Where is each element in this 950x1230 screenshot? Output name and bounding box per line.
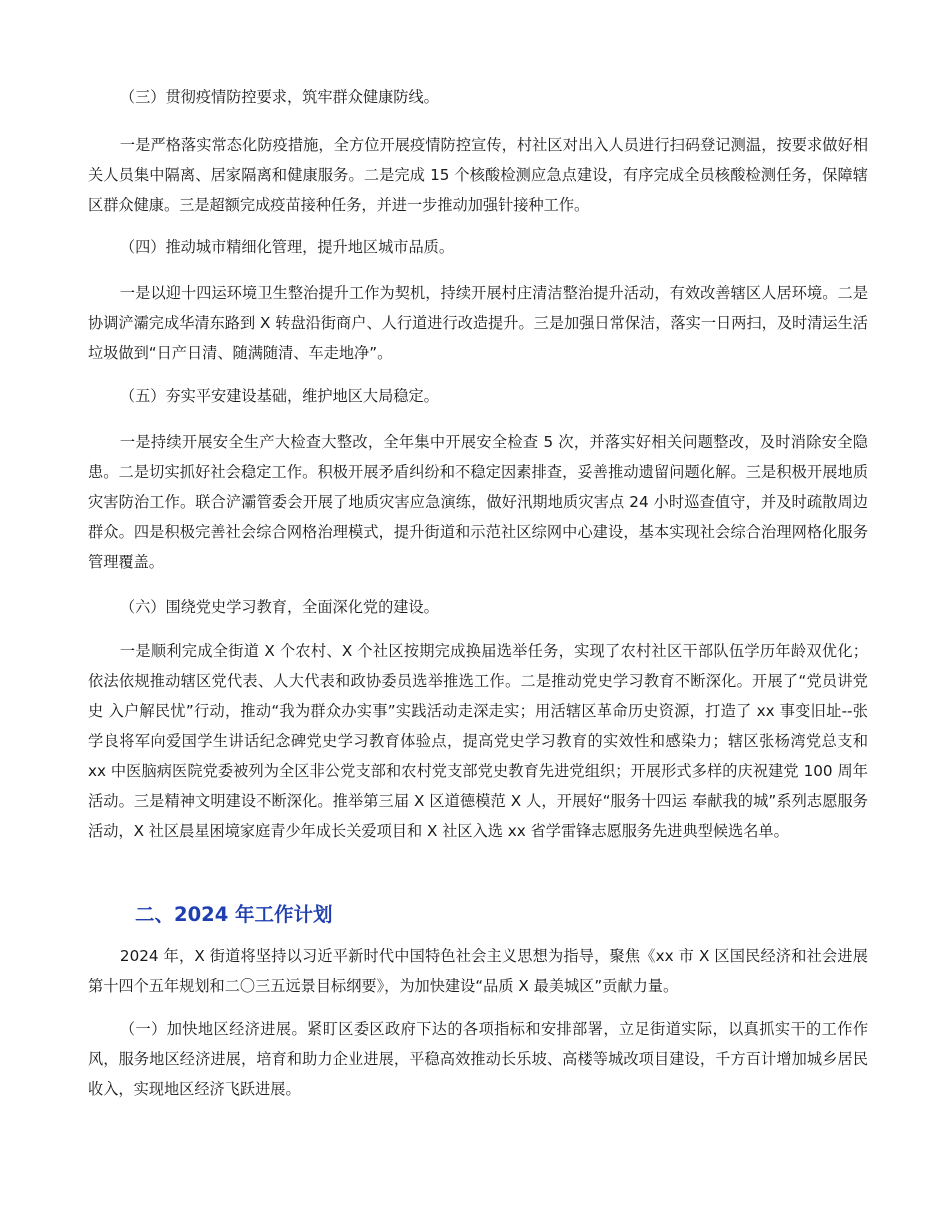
subsection-heading-4: （四）推动城市精细化管理，提升地区城市品质。 (119, 238, 455, 256)
section-heading-plan: 二、2024 年工作计划 (135, 903, 333, 926)
subsection-heading-5: （五）夯实平安建设基础，维护地区大局稳定。 (119, 387, 439, 405)
paragraph-plan-economy: （一）加快地区经济进展。紧盯区委区政府下达的各项指标和安排部署，立足街道实际，以真抓实干的工作作风，服务地区经济进展，培育和助力企业进展，平稳高效推动长乐坡、高楼等城改项目建设，千方百计增加城乡居民收入，实现地区经济飞跃进展。 (88, 1020, 868, 1098)
paragraph-epidemic: 一是严格落实常态化防疫措施，全方位开展疫情防控宣传，村社区对出入人员进行扫码登记测温，按要求做好相关人员集中隔离、居家隔离和健康服务。二是完成 15 个核酸检测应急点建设，有序完成全员核酸检测任务，保障辖区群众健康。三是超额完成疫苗接种任务，并进一步推动加强针接种工作。 (88, 136, 868, 214)
paragraph-plan-intro: 2024 年，X 街道将坚持以习近平新时代中国特色社会主义思想为指导，聚焦《xx 市 X 区国民经济和社会进展第十四个五年规划和二〇三五远景目标纲要》，为加快建设“品质 X 最美城区”贡献力量。 (88, 947, 868, 995)
paragraph-safety: 一是持续开展安全生产大检查大整改，全年集中开展安全检查 5 次，并落实好相关问题整改，及时消除安全隐患。二是切实抓好社会稳定工作。积极开展矛盾纠纷和不稳定因素排查，妥善推动遗留问题化解。三是积极开展地质灾害防治工作。联合浐灞管委会开展了地质灾害应急演练，做好汛期地质灾害点 24 小时巡查值守，并及时疏散周边群众。四是积极完善社会综合网格治理模式，提升街道和示范社区综网中心建设，基本实现社会综合治理网格化服务管理覆盖。 (88, 433, 868, 571)
subsection-heading-6: （六）围绕党史学习教育，全面深化党的建设。 (119, 598, 439, 616)
paragraph-city-management: 一是以迎十四运环境卫生整治提升工作为契机，持续开展村庄清洁整治提升活动，有效改善辖区人居环境。二是协调浐灞完成华清东路到 X 转盘沿街商户、人行道进行改造提升。三是加强日常保洁，落实一日两扫，及时清运生活垃圾做到“日产日清、随满随清、车走地净”。 (88, 284, 868, 362)
subsection-heading-3: （三）贯彻疫情防控要求，筑牢群众健康防线。 (119, 88, 439, 106)
paragraph-party-building: 一是顺利完成全街道 X 个农村、X 个社区按期完成换届选举任务，实现了农村社区干部队伍学历年龄双优化；依法依规推动辖区党代表、人大代表和政协委员选举推选工作。二是推动党史学习教育不断深化。开展了“党员讲党史 入户解民忧”行动，推动“我为群众办实事”实践活动走深走实；用活辖区革命历史资源，打造了 xx 事变旧址--张学良将军向爱国学生讲话纪念碑党史学习教育体验点，提高党史学习教育的实效性和感染力；辖区张杨湾党总支和 xx 中医脑病医院党委被列为全区非公党支部和农村党支部党史教育先进党组织；开展形式多样的庆祝建党 100 周年活动。三是精神文明建设不断深化。推举第三届 X 区道德模范 X 人，开展好“服务十四运 奉献我的城”系列志愿服务活动，X 社区晨星困境家庭青少年成长关爱项目和 X 社区入选 xx 省学雷锋志愿服务先进典型候选名单。 (88, 642, 868, 840)
